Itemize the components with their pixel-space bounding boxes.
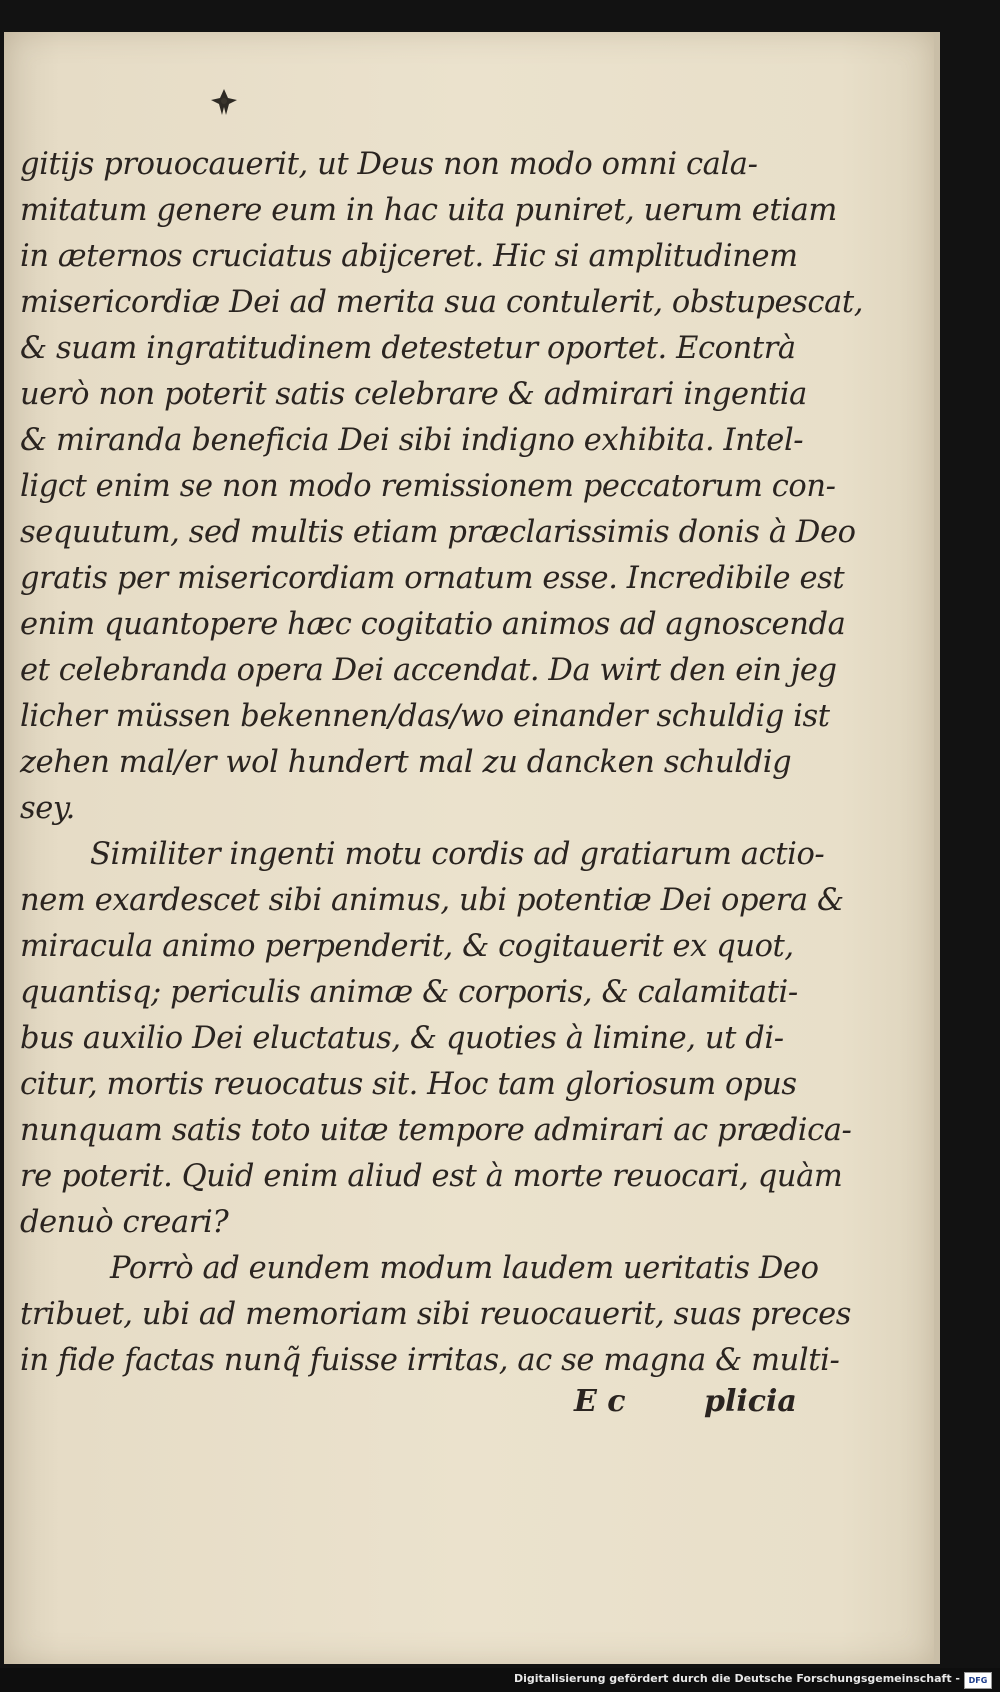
book-page <box>4 32 940 1664</box>
text-line: misericordiæ Dei ad merita sua contulerit, obstupescat, <box>20 285 864 320</box>
text-line: gratis per misericordiam ornatum esse. Incredibile est <box>20 561 845 596</box>
text-line: in æternos cruciatus abijceret. Hic si amplitudinem <box>20 239 798 274</box>
text-line: denuò creari? <box>20 1205 229 1240</box>
page-footer-marks <box>544 1384 797 1430</box>
text-line: tribuet, ubi ad memoriam sibi reuocauerit, suas preces <box>20 1297 851 1332</box>
signature-mark: E c <box>574 1384 626 1419</box>
text-line: et celebranda opera Dei accendat. Da wirt den ein jeg <box>20 653 837 688</box>
text-line: & suam ingratitudinem detestetur oportet. Econtrà <box>20 331 796 366</box>
text-line: nunquam satis toto uitæ tempore admirari ac prædica- <box>20 1113 852 1148</box>
dfg-logo-icon: DFG <box>964 1672 992 1689</box>
digitization-credit: Digitalisierung gefördert durch die Deutsche Forschungsgemeinschaft - <box>513 1672 960 1685</box>
text-line: sequutum, sed multis etiam præclarissimis donis à Deo <box>20 515 856 550</box>
text-line: quantisq; periculis animæ & corporis, & calamitati- <box>20 975 798 1010</box>
text-line: uerò non poterit satis celebrare & admirari ingentia <box>20 377 807 412</box>
text-line: zehen mal/er wol hundert mal zu dancken schuldig <box>20 745 792 780</box>
text-line: Porrò ad eundem modum laudem ueritatis Deo <box>110 1251 819 1286</box>
text-line: mitatum genere eum in hac uita puniret, uerum etiam <box>20 193 837 228</box>
text-line: nem exardescet sibi animus, ubi potentiæ Dei opera & <box>20 883 844 918</box>
text-line: gitijs prouocauerit, ut Deus non modo omni cala- <box>20 147 758 182</box>
text-line: sey. <box>20 791 75 826</box>
text-line: in fide factas nunq̃ fuisse irritas, ac se magna & multi- <box>20 1343 840 1378</box>
text-line: bus auxilio Dei eluctatus, & quoties à limine, ut di- <box>20 1021 784 1056</box>
page-text <box>20 142 864 1384</box>
text-line: citur, mortis reuocatus sit. Hoc tam gloriosum opus <box>20 1067 797 1102</box>
text-line: miracula animo perpenderit, & cogitauerit ex quot, <box>20 929 794 964</box>
text-line: ligct enim se non modo remissionem peccatorum con- <box>20 469 836 504</box>
fleuron-ornament-icon <box>209 87 239 117</box>
text-line: Similiter ingenti motu cordis ad gratiarum actio- <box>90 837 825 872</box>
text-line: & miranda beneficia Dei sibi indigno exhibita. Intel- <box>20 423 804 458</box>
text-line: re poterit. Quid enim aliud est à morte reuocari, quàm <box>20 1159 843 1194</box>
catchword: plicia <box>704 1384 797 1419</box>
text-line: enim quantopere hæc cogitatio animos ad agnoscenda <box>20 607 846 642</box>
credit-bar <box>0 1668 1000 1692</box>
text-line: licher müssen bekennen/das/wo einander schuldig ist <box>20 699 830 734</box>
